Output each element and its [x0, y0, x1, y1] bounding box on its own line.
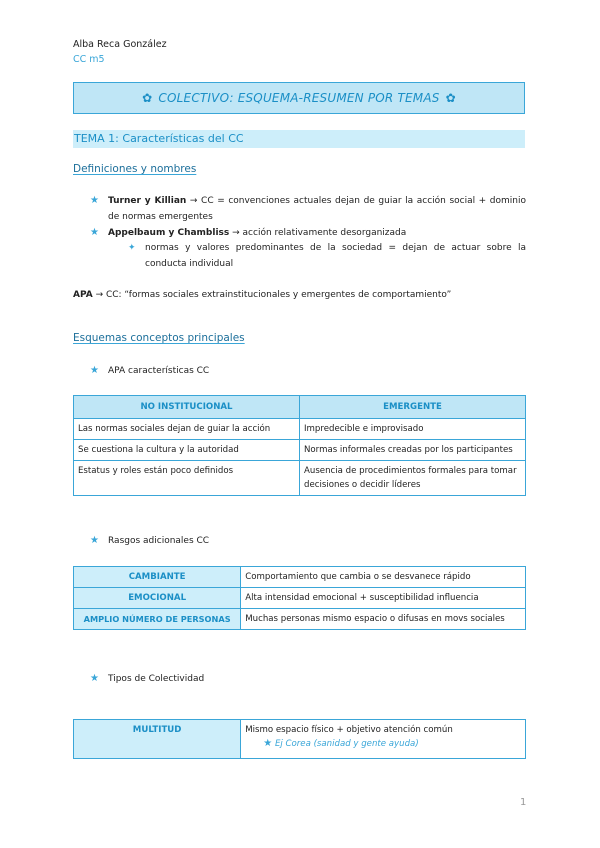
definition-text: → CC = convenciones actuales dejan de guiar la acción social + dominio de normas emergentes	[108, 196, 527, 222]
table-cell: Se cuestiona la cultura y la autoridad	[74, 440, 300, 461]
topic-heading: TEMA 1: Características del CC	[73, 130, 525, 148]
table-cell: Estatus y roles están poco definidos	[74, 461, 300, 496]
table-row	[74, 567, 526, 588]
characteristics-table	[73, 395, 526, 496]
list-subitem: normas y valores predominantes de la sociedad = dejan de actuar sobre la conducta individual	[145, 243, 526, 269]
table-cell: Las normas sociales dejan de guiar la acción	[74, 419, 300, 440]
bullet-label: Tipos de Colectividad	[108, 674, 205, 684]
table-cell: Normas informales creadas por los participantes	[300, 440, 526, 461]
list-item	[108, 193, 526, 225]
page-number: 1	[520, 797, 527, 808]
bullet-label: APA características CC	[108, 366, 210, 376]
four-point-star-icon: ✦	[128, 243, 136, 253]
column-header: EMERGENTE	[300, 396, 526, 419]
document-title-box	[73, 82, 525, 114]
trait-description: Comportamiento que cambia o se desvanece rápido	[241, 567, 526, 588]
apa-definition	[73, 287, 526, 303]
table-row	[74, 440, 526, 461]
example-text: Ej Corea (sanidad y gente ayuda)	[274, 739, 419, 749]
section-heading-definitions: Definiciones y nombres	[73, 163, 197, 175]
author-name: Alba Reca González	[73, 39, 167, 50]
trait-description: Alta intensidad emocional + susceptibilidad influencia	[241, 588, 526, 609]
table-cell: Impredecible e improvisado	[300, 419, 526, 440]
star-icon: ★	[90, 195, 99, 206]
table-row	[74, 609, 526, 630]
document-title: COLECTIVO: ESQUEMA-RESUMEN POR TEMAS	[158, 91, 440, 105]
table-row	[74, 588, 526, 609]
author-names: Turner y Killian	[108, 196, 187, 206]
collectivity-types-table	[73, 719, 526, 759]
star-icon: ★	[90, 365, 99, 376]
apa-text: → CC: “formas sociales extrainstitucionales y emergentes de comportamiento”	[92, 290, 452, 300]
table-row	[74, 419, 526, 440]
course-code: CC m5	[73, 54, 105, 65]
flower-icon: ✿	[142, 91, 153, 105]
type-description-cell	[241, 720, 526, 759]
apa-label: APA	[73, 290, 93, 300]
bullet-label: Rasgos adicionales CC	[108, 536, 210, 546]
additional-traits-table	[73, 566, 526, 630]
trait-label: AMPLIO NÚMERO DE PERSONAS	[74, 609, 241, 630]
example-line	[245, 737, 521, 751]
trait-description: Muchas personas mismo espacio o difusas en movs sociales	[241, 609, 526, 630]
trait-label: EMOCIONAL	[74, 588, 241, 609]
section-heading-schemes: Esquemas conceptos principales	[73, 332, 245, 344]
definition-text: → acción relativamente desorganizada	[229, 228, 407, 238]
list-item	[108, 225, 526, 241]
star-icon: ★	[90, 227, 99, 238]
author-names: Appelbaum y Chambliss	[108, 228, 230, 238]
star-icon: ★	[90, 535, 99, 546]
table-header-row	[74, 396, 526, 419]
flower-icon: ✿	[445, 91, 456, 105]
type-label: MULTITUD	[74, 720, 241, 759]
column-header: NO INSTITUCIONAL	[74, 396, 300, 419]
table-cell: Ausencia de procedimientos formales para tomar decisiones o decidir líderes	[300, 461, 526, 496]
type-description: Mismo espacio físico + objetivo atención común	[245, 725, 453, 735]
star-icon: ★	[90, 673, 99, 684]
table-row	[74, 720, 526, 759]
table-row	[74, 461, 526, 496]
star-icon: ★	[263, 738, 273, 749]
trait-label: CAMBIANTE	[74, 567, 241, 588]
